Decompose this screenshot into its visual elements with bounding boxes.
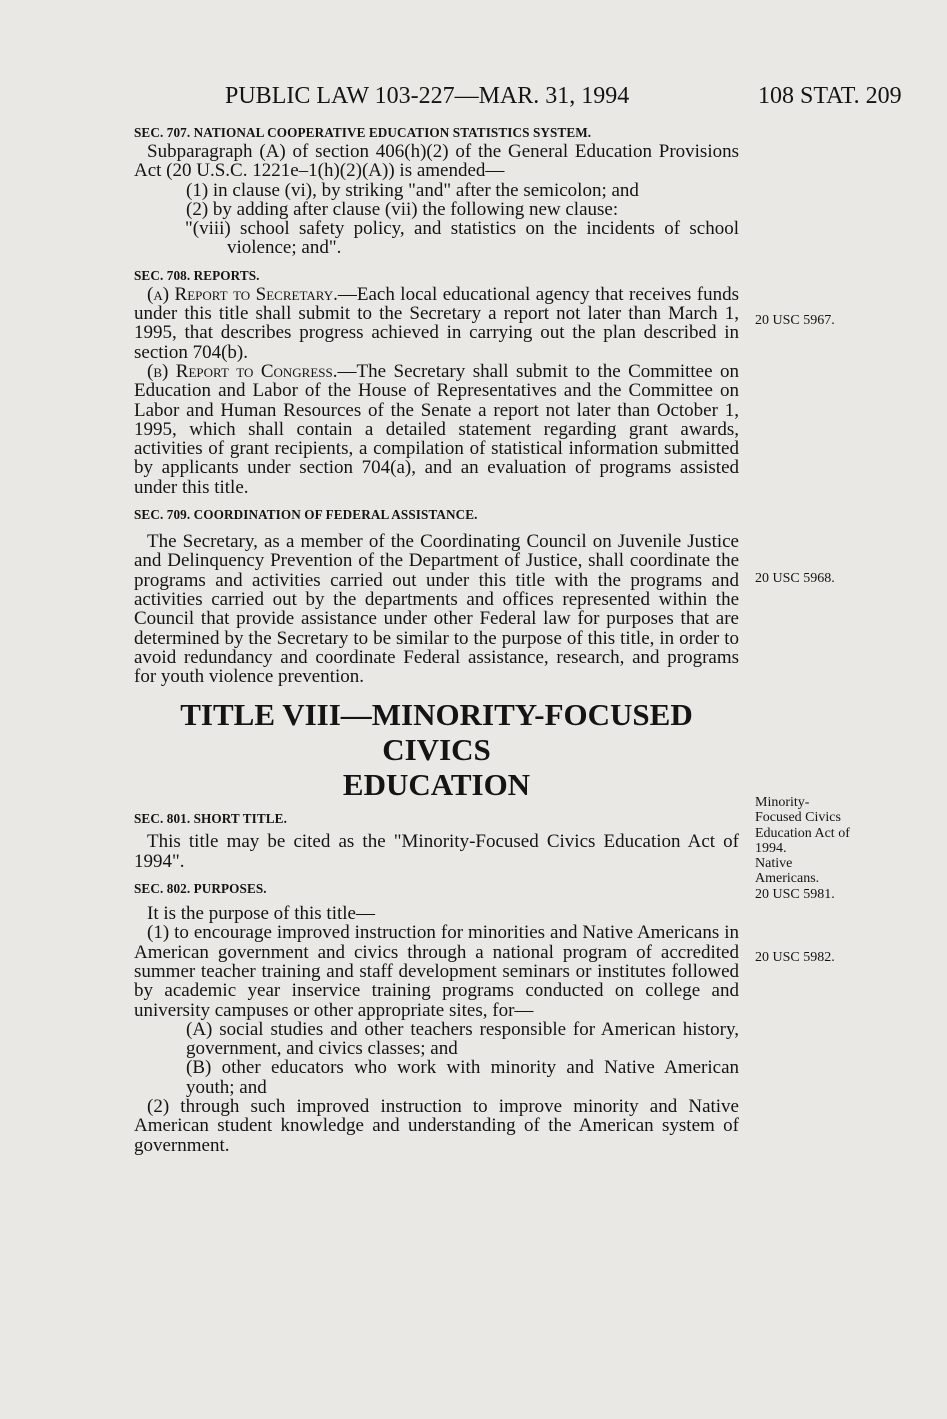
- margin-note-5968: 20 USC 5968.: [755, 571, 835, 586]
- margin-note-line: Native: [755, 856, 793, 872]
- section-802-intro: It is the purpose of this title—: [147, 903, 375, 925]
- section-802-paragraph-2: (2) through such improved instruction to improve minority and Native American student knowledge and understanding of the American system of government.: [134, 1095, 739, 1156]
- section-707-clause-2: (2) by adding after clause (vii) the following new clause:: [186, 198, 619, 220]
- section-708-subsection-a: [134, 285, 739, 362]
- section-801-paragraph: This title may be cited as the "Minority-Focused Civics Education Act of 1994".: [134, 831, 739, 872]
- section-802-subparagraph-b: (B) other educators who work with minority and Native American youth; and: [186, 1057, 739, 1098]
- subsection-b-text: —The Secretary shall submit to the Committee on Education and Labor of the House of Representatives and the Committee on Labor and Human Resources of the Senate a report not later than October 1, 1995, which shall contain a detailed statement regarding grant awards, activities of grant recipients, a compilation of statistical information submitted by applicants under section 704(a), and an evaluation of programs assisted under this title.: [134, 360, 739, 498]
- section-709-paragraph: The Secretary, as a member of the Coordinating Council on Juvenile Justice and Delinquency Prevention of the Department of Justice, shall coordinate the programs and activities carried out under this title with the programs and activities carried out by the departments and offices represented within the Council that provide assistance under other Federal law for purposes that are determined by the Secretary to be similar to the purpose of this title, in order to avoid redundancy and coordinate Federal assistance, research, and programs for youth violence prevention.: [134, 531, 739, 688]
- section-708-subsection-b: [134, 362, 739, 497]
- section-801-heading: SEC. 801. SHORT TITLE.: [134, 811, 287, 827]
- subsection-a-text: —Each local educational agency that receives funds under this title shall submit to the Secretary a report not later than March 1, 1995, that describes progress achieved in carrying out the plan described in section 704(b).: [134, 283, 739, 363]
- section-707-heading: SEC. 707. NATIONAL COOPERATIVE EDUCATION STATISTICS SYSTEM.: [134, 125, 592, 140]
- margin-note-title-viii: [755, 795, 850, 902]
- section-802-paragraph-1: (1) to encourage improved instruction for minorities and Native Americans in American government and civics through a national program of accredited summer teacher training and staff development seminars or institutes followed by academic year inservice training programs conducted on college and university campuses or other appropriate sites, for—: [134, 922, 739, 1021]
- margin-note-line: 1994.: [755, 840, 787, 856]
- section-707-new-clause: "(viii) school safety policy, and statistics on the incidents of school violence; and".: [185, 218, 739, 259]
- running-header-left: PUBLIC LAW 103-227—MAR. 31, 1994: [225, 83, 630, 109]
- title-viii-heading: [134, 697, 739, 802]
- main-text: [134, 124, 739, 1155]
- title-line-2: EDUCATION: [342, 767, 531, 803]
- margin-note-line: 20 USC 5981.: [755, 886, 835, 902]
- margin-note-line: Focused Civics: [755, 810, 841, 826]
- running-header-right: 108 STAT. 209: [758, 83, 902, 109]
- section-709-heading: SEC. 709. COORDINATION OF FEDERAL ASSISTANCE.: [134, 507, 478, 523]
- section-802-subparagraph-a: (A) social studies and other teachers responsible for American history, government, and civics classes; and: [186, 1018, 739, 1060]
- section-708-heading: SEC. 708. REPORTS.: [134, 267, 260, 283]
- section-707-paragraph: Subparagraph (A) of section 406(h)(2) of the General Education Provisions Act (20 U.S.C. 1221e–1(h)(2)(A)) is amended—: [134, 141, 739, 182]
- section-707-clause-1: (1) in clause (vi), by striking "and" after the semicolon; and: [186, 179, 639, 201]
- subsection-b-label: (b) Report to Congress.: [147, 360, 338, 382]
- margin-note-line: Minority-: [755, 795, 810, 810]
- margin-note-5982: 20 USC 5982.: [755, 950, 835, 965]
- title-line-1: TITLE VIII—MINORITY-FOCUSED CIVICS: [180, 697, 693, 768]
- section-802-heading: SEC. 802. PURPOSES.: [134, 881, 267, 897]
- margin-note-5967: 20 USC 5967.: [755, 313, 835, 328]
- subsection-a-label: (a) Report to Secretary.: [147, 283, 338, 305]
- margin-note-line: Americans.: [755, 871, 820, 887]
- margin-note-line: Education Act of: [755, 825, 850, 841]
